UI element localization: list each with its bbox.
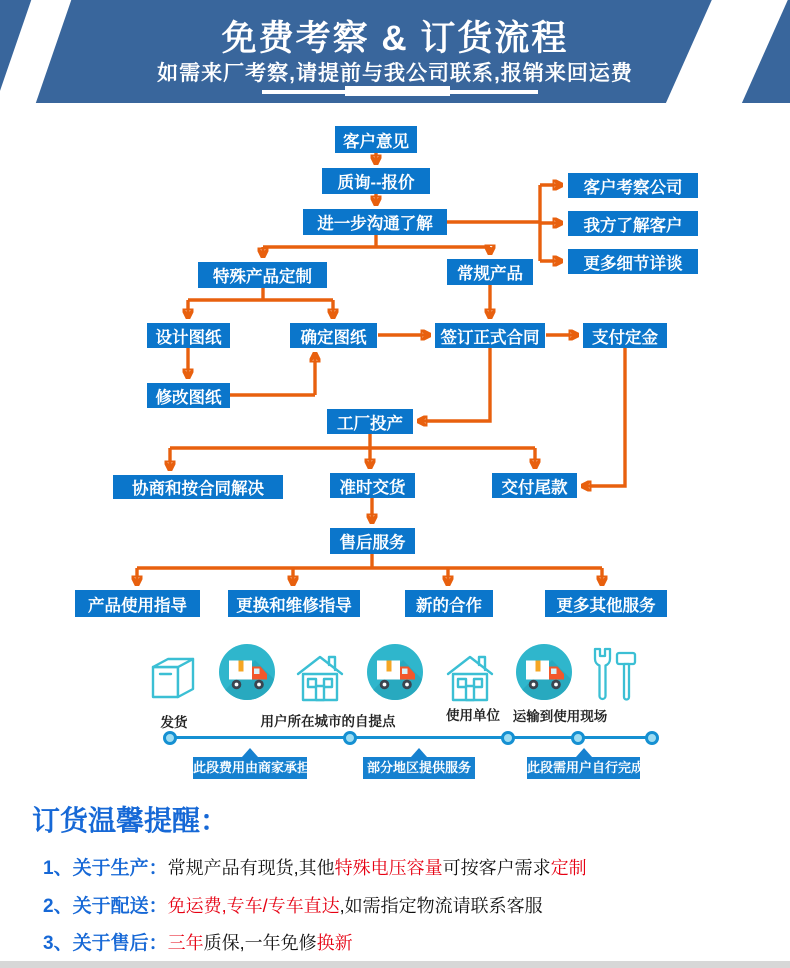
flow-node-negotiate-resolve: 协商和按合同解决 bbox=[113, 475, 283, 499]
flow-node-sign-contract: 签订正式合同 bbox=[435, 323, 545, 348]
flow-node-confirm-drawings: 确定图纸 bbox=[290, 323, 377, 348]
timeline-dot bbox=[645, 731, 659, 745]
timeline-dot bbox=[343, 731, 357, 745]
note-segment: 定制 bbox=[550, 858, 587, 878]
note-lead: 1、关于生产： bbox=[43, 858, 168, 879]
callout-user-completes: 此段需用户自行完成 bbox=[527, 757, 640, 779]
note-segment: 换新 bbox=[316, 933, 353, 953]
timeline-dot bbox=[501, 731, 515, 745]
delivery-truck-icon bbox=[219, 644, 275, 700]
stage-label-ship: 发货 bbox=[160, 715, 188, 730]
flow-node-design-drawings: 设计图纸 bbox=[147, 323, 230, 348]
stage-label-user-unit: 使用单位 bbox=[446, 708, 500, 723]
note-line-after-sales bbox=[43, 928, 353, 955]
flow-node-custom-product: 特殊产品定制 bbox=[198, 262, 327, 288]
tools-icon bbox=[591, 646, 639, 704]
flow-node-on-time-delivery: 准时交货 bbox=[330, 473, 415, 498]
flow-node-standard-product: 常规产品 bbox=[447, 259, 533, 285]
package-icon bbox=[150, 648, 196, 700]
note-segment: ,如需指定物流请联系客服 bbox=[339, 896, 543, 916]
callout-merchant-pays: 此段费用由商家承担 bbox=[193, 757, 307, 779]
timeline-dot bbox=[163, 731, 177, 745]
note-segment: 可按客户需求 bbox=[442, 858, 551, 878]
flow-node-pay-deposit: 支付定金 bbox=[583, 323, 667, 348]
stage-label-pickup-point: 用户所在城市的自提点 bbox=[260, 714, 396, 729]
page-title: 免费考察 & 订货流程 bbox=[221, 19, 569, 58]
header-banner bbox=[0, 0, 790, 103]
flow-node-more-details-discussion: 更多细节详谈 bbox=[568, 249, 698, 274]
flow-node-customer-feedback: 客户意见 bbox=[335, 126, 417, 153]
note-lead: 3、关于售后： bbox=[43, 933, 168, 954]
delivery-truck-icon bbox=[367, 644, 423, 700]
flow-node-after-sales-service: 售后服务 bbox=[330, 528, 415, 554]
flow-node-more-services: 更多其他服务 bbox=[545, 590, 667, 617]
flow-node-inquiry-quote: 质询--报价 bbox=[322, 168, 430, 194]
flow-node-further-communication: 进一步沟通了解 bbox=[303, 209, 447, 235]
user-site-house-icon bbox=[446, 652, 494, 702]
delivery-truck-icon bbox=[516, 644, 572, 700]
page-subtitle: 如需来厂考察,请提前与我公司联系,报销来回运费 bbox=[157, 62, 633, 85]
note-segment: 免运费,专车/专车直达 bbox=[167, 896, 340, 916]
flow-node-revise-drawings: 修改图纸 bbox=[147, 383, 230, 408]
subtitle-underline-center bbox=[345, 86, 450, 96]
flow-node-replacement-repair-guidance: 更换和维修指导 bbox=[228, 590, 360, 617]
notes-heading: 订货温馨提醒： bbox=[32, 805, 229, 836]
stage-label-transport-to-site: 运输到使用现场 bbox=[512, 709, 608, 724]
note-segment: 常规产品有现货,其他 bbox=[167, 858, 335, 878]
note-segment: 三年 bbox=[167, 933, 204, 953]
note-lead: 2、关于配送： bbox=[43, 896, 168, 917]
flow-node-pay-balance: 交付尾款 bbox=[492, 473, 577, 498]
timeline-dot bbox=[571, 731, 585, 745]
note-line-production bbox=[43, 853, 587, 880]
note-segment: 质保,一年免修 bbox=[203, 933, 317, 953]
flow-node-we-understand-client: 我方了解客户 bbox=[568, 211, 698, 236]
pickup-house-icon bbox=[296, 652, 344, 702]
note-line-delivery bbox=[43, 891, 543, 918]
flow-node-usage-guidance: 产品使用指导 bbox=[75, 590, 200, 617]
flow-node-client-visits-company: 客户考察公司 bbox=[568, 173, 698, 198]
flow-node-new-cooperation: 新的合作 bbox=[405, 590, 493, 617]
footer-bar bbox=[0, 961, 790, 968]
flow-node-factory-production: 工厂投产 bbox=[327, 409, 413, 434]
note-segment: 特殊电压容量 bbox=[334, 858, 443, 878]
callout-partial-service: 部分地区提供服务 bbox=[363, 757, 475, 779]
